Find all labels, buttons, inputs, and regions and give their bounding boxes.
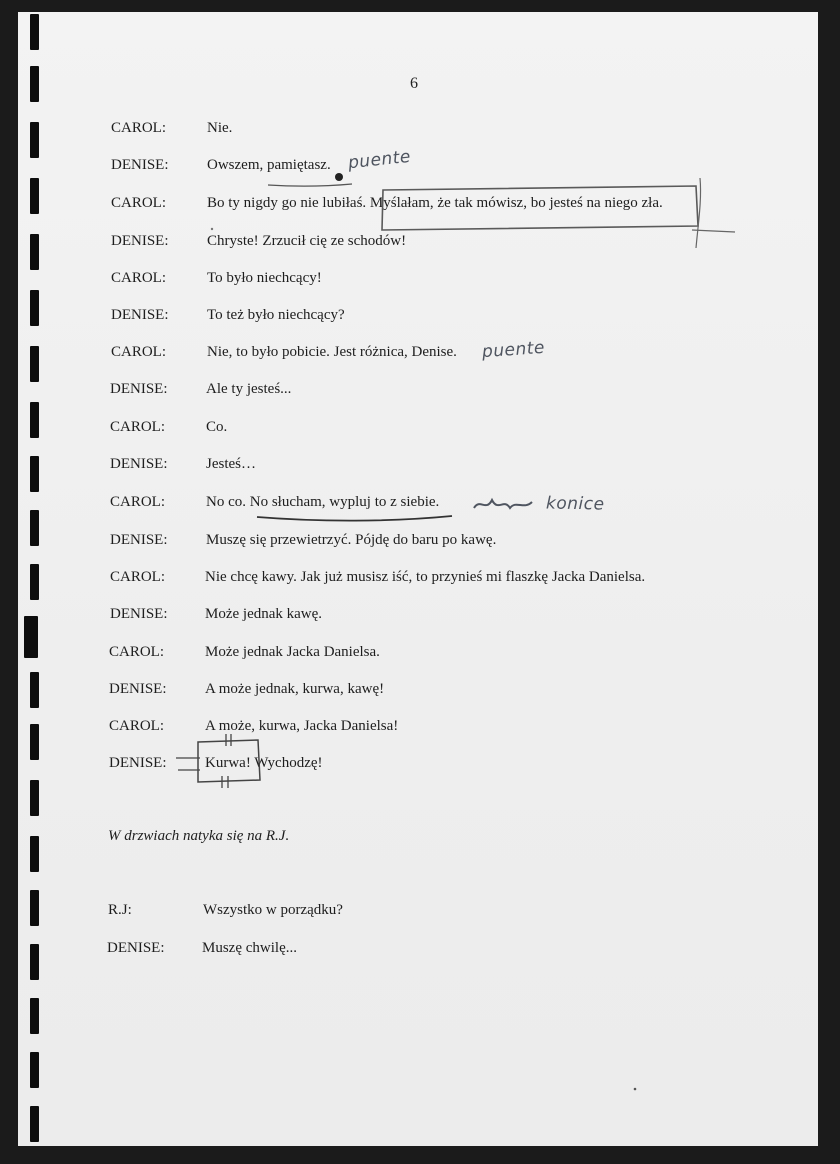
line-text: Kurwa! Wychodzę! [205, 755, 323, 771]
handwritten-note: konice [545, 493, 605, 515]
dialogue-line [0, 344, 840, 366]
speaker-name: CAROL: [111, 344, 167, 360]
dialogue-line [0, 644, 840, 666]
page-number: 6 [410, 75, 418, 92]
speaker-name: CAROL: [111, 120, 167, 136]
dialogue-line [0, 569, 840, 591]
line-text: Nie, to było pobicie. Jest różnica, Denise. [207, 344, 457, 360]
speaker-name: CAROL: [110, 569, 166, 585]
dialogue-line [0, 755, 840, 777]
speaker-name: CAROL: [111, 195, 167, 211]
speaker-name: DENISE: [109, 755, 167, 771]
dialogue-line [0, 606, 840, 628]
line-text: Muszę się przewietrzyć. Pójdę do baru po kawę. [206, 532, 497, 548]
speaker-name: DENISE: [111, 157, 169, 173]
line-text: Chryste! Zrzucił cię ze schodów! [207, 233, 407, 249]
dialogue-line [0, 157, 840, 179]
line-text: To było niechcący! [207, 270, 322, 286]
line-text: Może jednak Jacka Danielsa. [205, 644, 380, 660]
handwritten-note: puente [347, 146, 412, 174]
line-text: Bo ty nigdy go nie lubiłaś. Myślałam, że tak mówisz, bo jesteś na niego zła. [207, 195, 663, 211]
line-text: Nie. [207, 120, 233, 136]
line-text: To też było niechcący? [207, 307, 345, 323]
dialogue-line [0, 195, 840, 217]
speaker-name: CAROL: [109, 718, 165, 734]
dialogue-line [0, 381, 840, 403]
handwritten-note: puente [481, 337, 546, 363]
line-text: Może jednak kawę. [205, 606, 323, 622]
dialogue-line [0, 902, 840, 924]
speaker-name: CAROL: [110, 419, 166, 435]
dialogue-line [0, 307, 840, 329]
line-text: A może jednak, kurwa, kawę! [205, 681, 385, 697]
line-text: No co. No słucham, wypluj to z siebie. [206, 494, 440, 510]
speaker-name: CAROL: [110, 494, 166, 510]
speaker-name: CAROL: [111, 270, 167, 286]
line-text: Wszystko w porządku? [203, 902, 343, 918]
dialogue-line [0, 270, 840, 292]
speaker-name: R.J: [108, 902, 132, 918]
dialogue-line [0, 718, 840, 740]
speaker-name: DENISE: [110, 606, 168, 622]
speaker-name: DENISE: [109, 681, 167, 697]
line-text: Jesteś… [206, 456, 256, 472]
speaker-name: DENISE: [110, 532, 168, 548]
dialogue-line [0, 120, 840, 142]
speaker-name: DENISE: [110, 456, 168, 472]
line-text: Nie chcę kawy. Jak już musisz iść, to przynieś mi flaszkę Jacka Danielsa. [205, 569, 646, 585]
dialogue-line [0, 419, 840, 441]
dialogue-line [0, 494, 840, 516]
speaker-name: DENISE: [107, 940, 165, 956]
line-text: Co. [206, 419, 228, 435]
speaker-name: DENISE: [111, 233, 169, 249]
speaker-name: CAROL: [109, 644, 165, 660]
dialogue-line [0, 456, 840, 478]
stage-direction: W drzwiach natyka się na R.J. [108, 828, 290, 844]
speaker-name: DENISE: [110, 381, 168, 397]
dialogue-line [0, 233, 840, 255]
line-text: A może, kurwa, Jacka Danielsa! [205, 718, 399, 734]
dialogue-line [0, 532, 840, 554]
line-text: Owszem, pamiętasz. [207, 157, 331, 173]
dialogue-line [0, 681, 840, 703]
line-text: Muszę chwilę... [202, 940, 297, 956]
dialogue-line [0, 940, 840, 962]
line-text: Ale ty jesteś... [206, 381, 292, 397]
speaker-name: DENISE: [111, 307, 169, 323]
